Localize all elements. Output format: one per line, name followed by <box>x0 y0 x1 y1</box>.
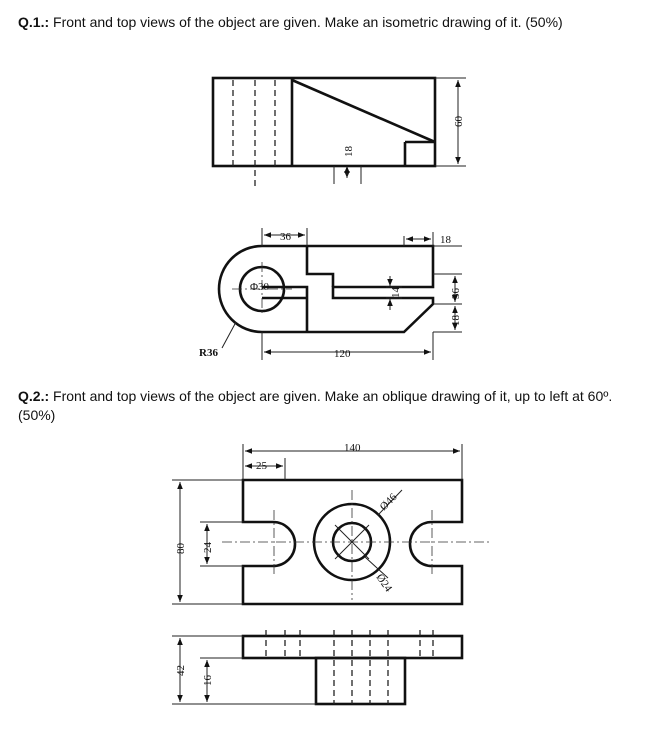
dim-80: 80 <box>175 543 187 554</box>
q1-front-view <box>213 78 466 186</box>
dim-dia-24: Ø24 <box>373 571 395 595</box>
question-1-label: Q.1.: <box>18 14 50 30</box>
dim-18-front: 18 <box>343 146 355 157</box>
dim-140: 140 <box>344 442 361 454</box>
dim-14: 14 <box>390 287 402 298</box>
dim-18-right: 18 <box>450 315 462 326</box>
dim-60: 60 <box>453 116 465 127</box>
dim-36-top: 36 <box>280 231 291 243</box>
q1-top-view <box>219 228 462 360</box>
dim-25: 25 <box>256 460 267 472</box>
dim-120: 120 <box>334 348 351 360</box>
q2-top-view <box>172 630 462 704</box>
question-2-body: Front and top views of the object are given. Make an oblique drawing of it, up to left at 60º. (50%) <box>18 388 613 423</box>
question-2-label: Q.2.: <box>18 388 50 404</box>
question-1-body: Front and top views of the object are given. Make an isometric drawing of it. (50%) <box>53 14 563 30</box>
dim-16: 16 <box>202 675 214 686</box>
dim-r36: R36 <box>199 347 218 359</box>
dim-dia-46: Ø46 <box>377 491 400 514</box>
dim-phi-30: Φ30 <box>250 281 270 293</box>
q2-front-view <box>172 444 490 604</box>
dim-42: 42 <box>175 665 187 676</box>
dim-36-right: 36 <box>450 288 462 299</box>
dim-18-top: 18 <box>440 234 451 246</box>
dim-24: 24 <box>202 542 214 553</box>
